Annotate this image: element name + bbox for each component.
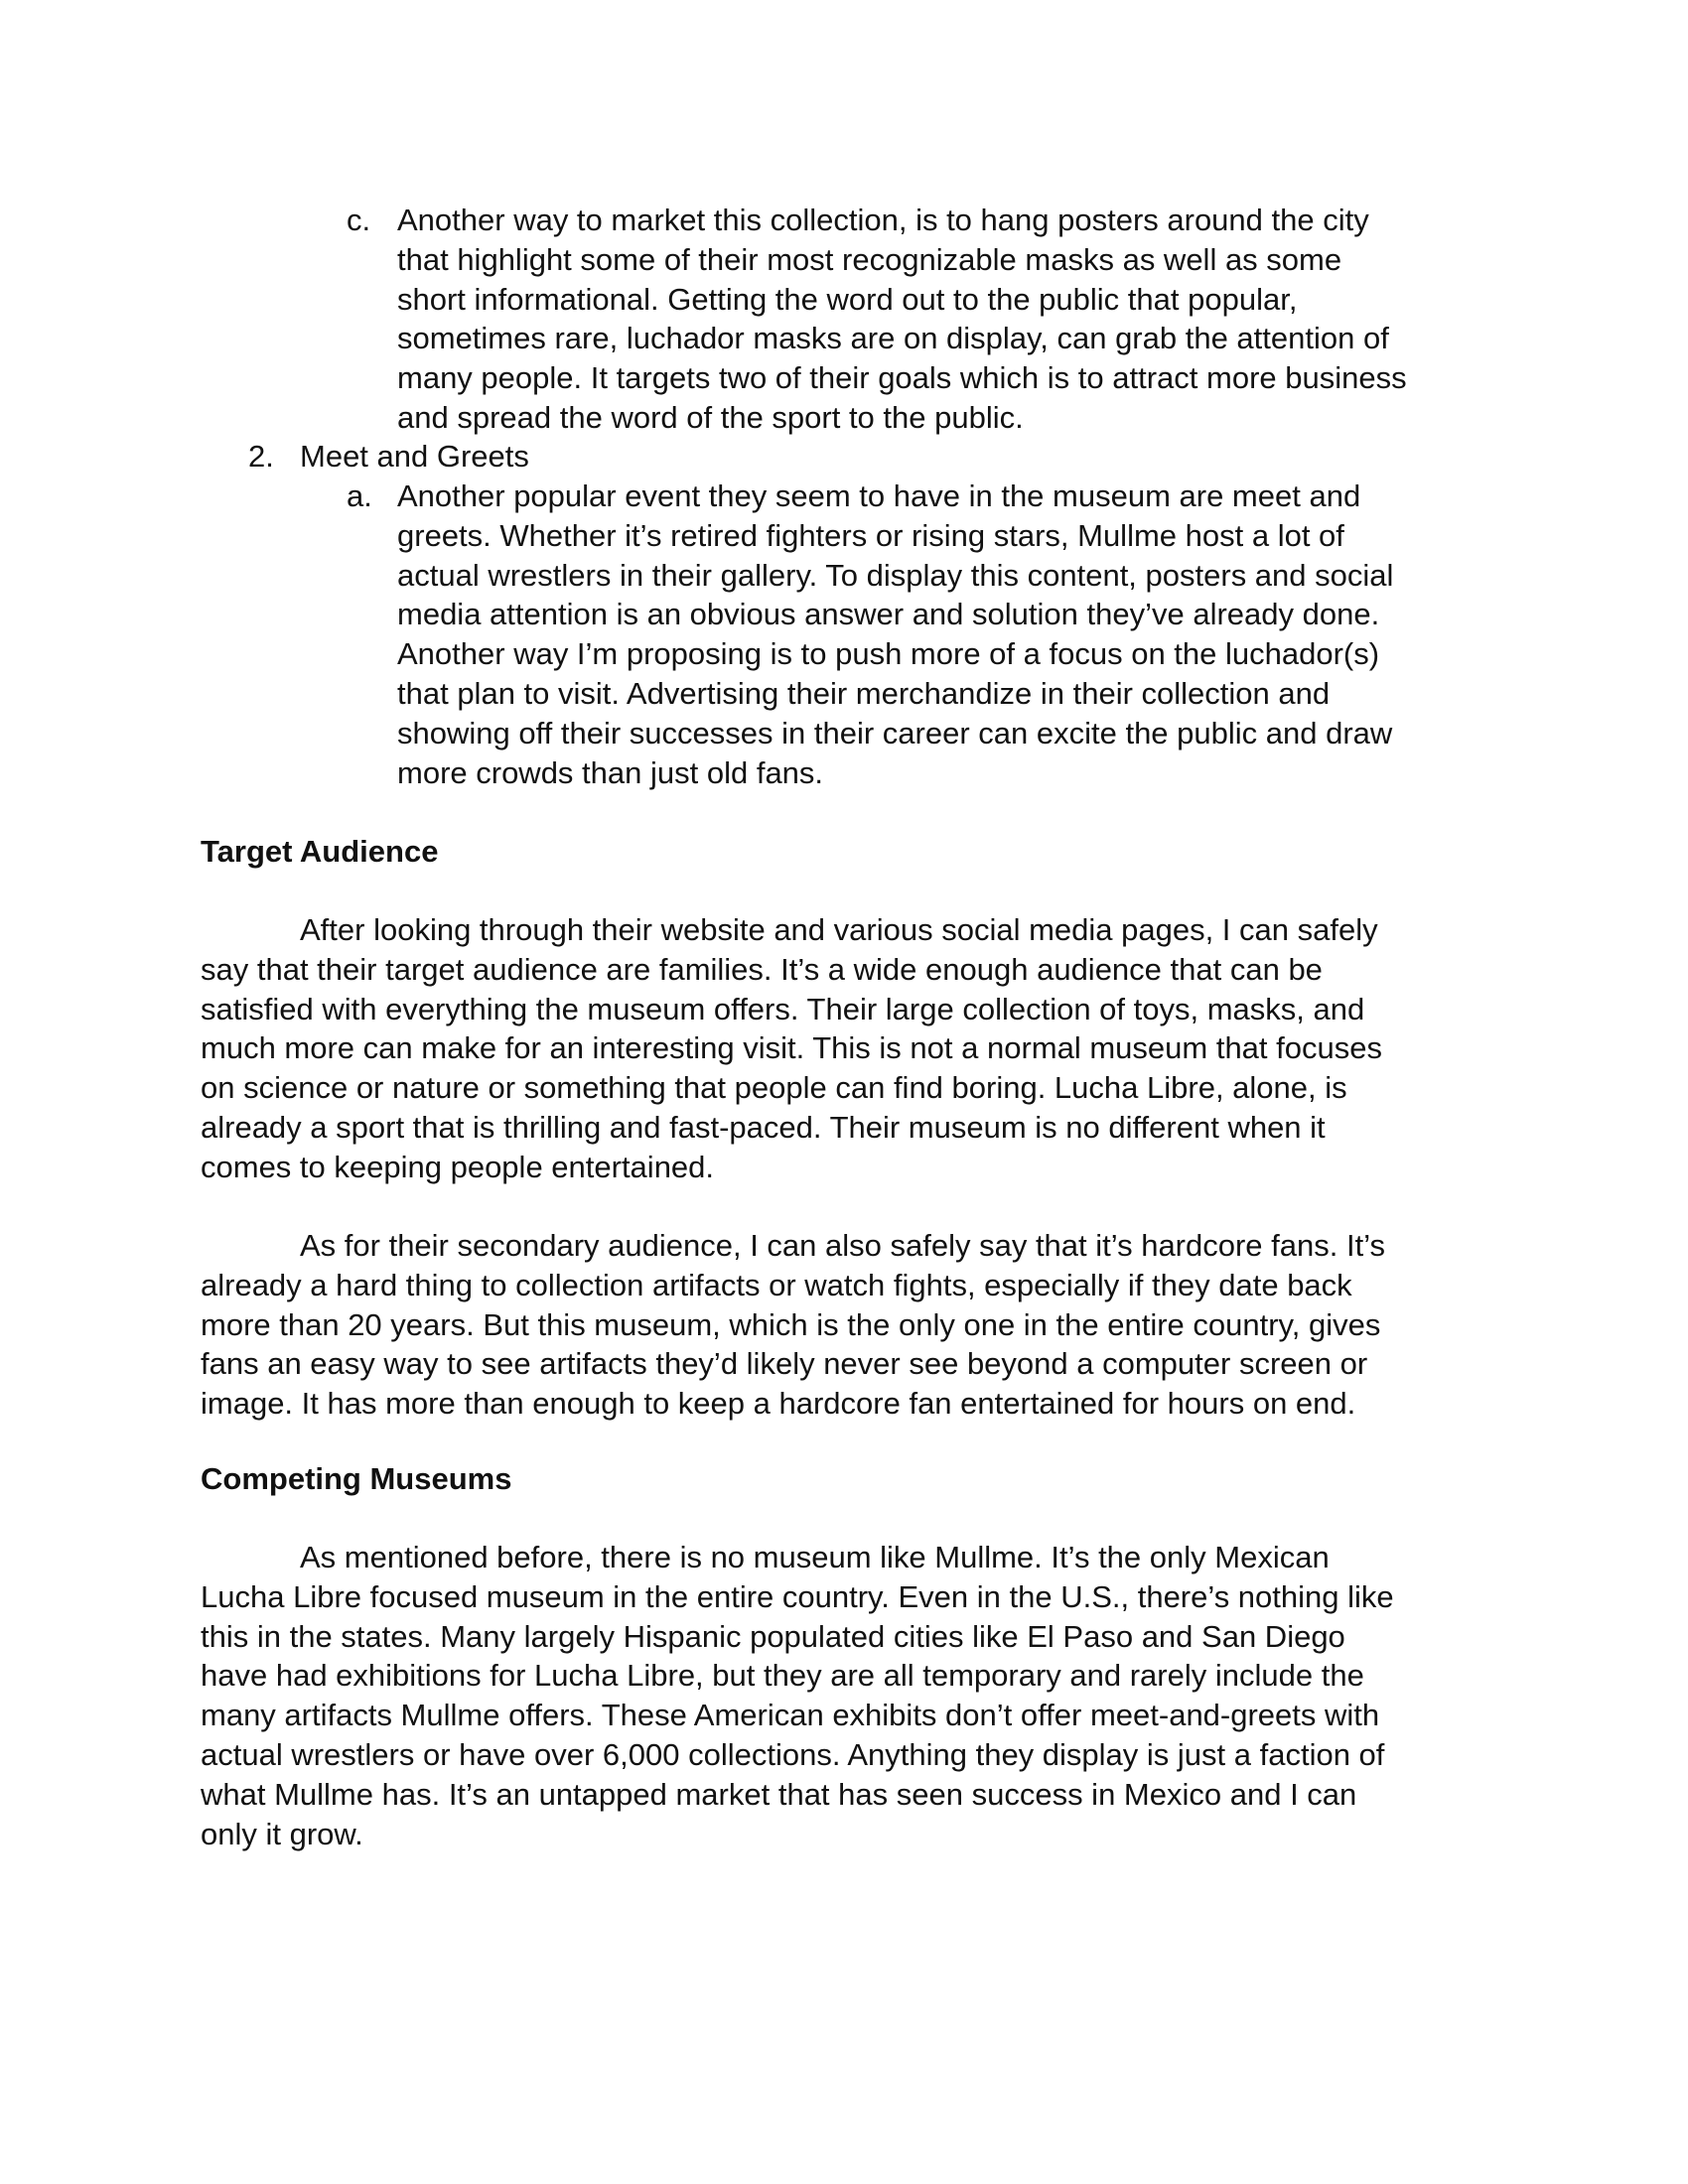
text-line: Another popular event they seem to have in the museum are meet and bbox=[397, 478, 1361, 513]
text-line: more than 20 years. But this museum, which is the only one in the entire country, gives bbox=[201, 1306, 1381, 1342]
text-line: this in the states. Many largely Hispanic populated cities like El Paso and San Diego bbox=[201, 1618, 1345, 1654]
text-line: already a hard thing to collection artifacts or watch fights, especially if they date back bbox=[201, 1267, 1352, 1302]
text-line: greets. Whether it’s retired fighters or rising stars, Mullme host a lot of bbox=[397, 517, 1344, 553]
text-line: satisfied with everything the museum offers. Their large collection of toys, masks, and bbox=[201, 991, 1365, 1026]
text-line: only it grow. bbox=[201, 1816, 363, 1851]
text-line: showing off their successes in their career can excite the public and draw bbox=[397, 715, 1393, 751]
text-line: sometimes rare, luchador masks are on display, can grab the attention of bbox=[397, 321, 1389, 356]
text-line: many artifacts Mullme offers. These American exhibits don’t offer meet-and-greets with bbox=[201, 1698, 1380, 1733]
text-line: As mentioned before, there is no museum like Mullme. It’s the only Mexican bbox=[300, 1540, 1330, 1574]
section-heading-competing-museums: Competing Museums bbox=[201, 1461, 512, 1496]
text-line: what Mullme has. It’s an untapped market that has seen success in Mexico and I can bbox=[201, 1776, 1357, 1812]
text-line: image. It has more than enough to keep a hardcore fan entertained for hours on end. bbox=[201, 1386, 1356, 1422]
section-heading-target-audience: Target Audience bbox=[201, 834, 439, 869]
text-line: that highlight some of their most recognizable masks as well as some bbox=[397, 241, 1342, 277]
text-line: have had exhibitions for Lucha Libre, but they are all temporary and rarely include the bbox=[201, 1658, 1364, 1694]
text-line: As for their secondary audience, I can also safely say that it’s hardcore fans. It’s bbox=[300, 1228, 1386, 1263]
paragraph-target-audience-1 bbox=[201, 910, 1491, 1187]
text-line: many people. It targets two of their goals which is to attract more business bbox=[397, 360, 1407, 396]
text-line: Lucha Libre focused museum in the entire country. Even in the U.S., there’s nothing like bbox=[201, 1578, 1394, 1614]
list-item-2-label: Meet and Greets bbox=[300, 439, 529, 474]
text-line: Another way to market this collection, is to hang posters around the city bbox=[397, 203, 1369, 237]
text-line: comes to keeping people entertained. bbox=[201, 1149, 715, 1184]
text-line: After looking through their website and various social media pages, I can safely bbox=[300, 912, 1378, 947]
text-line: much more can make for an interesting visit. This is not a normal museum that focuses bbox=[201, 1030, 1382, 1066]
text-line: actual wrestlers in their gallery. To display this content, posters and social bbox=[397, 557, 1394, 593]
list-marker-2: 2. bbox=[248, 439, 274, 474]
text-line: short informational. Getting the word out to the public that popular, bbox=[397, 281, 1298, 317]
text-line: fans an easy way to see artifacts they’d likely never see beyond a computer screen or bbox=[201, 1346, 1368, 1382]
text-line: say that their target audience are families. It’s a wide enough audience that can be bbox=[201, 951, 1323, 987]
text-line: and spread the word of the sport to the public. bbox=[397, 399, 1024, 435]
text-line: on science or nature or something that people can find boring. Lucha Libre, alone, is bbox=[201, 1070, 1347, 1106]
list-item-c-text bbox=[397, 201, 1494, 438]
text-line: Another way I’m proposing is to push more of a focus on the luchador(s) bbox=[397, 636, 1380, 672]
list-marker-a: a. bbox=[347, 478, 372, 513]
paragraph-target-audience-2 bbox=[201, 1226, 1491, 1424]
text-line: already a sport that is thrilling and fast-paced. Their museum is no different when it bbox=[201, 1109, 1326, 1145]
paragraph-competing-museums bbox=[201, 1538, 1491, 1853]
text-line: that plan to visit. Advertising their merchandize in their collection and bbox=[397, 675, 1331, 711]
list-item-a-text bbox=[397, 477, 1494, 792]
text-line: more crowds than just old fans. bbox=[397, 754, 824, 790]
list-marker-c: c. bbox=[347, 203, 371, 237]
text-line: actual wrestlers or have over 6,000 collections. Anything they display is just a faction of bbox=[201, 1736, 1385, 1772]
text-line: media attention is an obvious answer and solution they’ve already done. bbox=[397, 597, 1380, 632]
